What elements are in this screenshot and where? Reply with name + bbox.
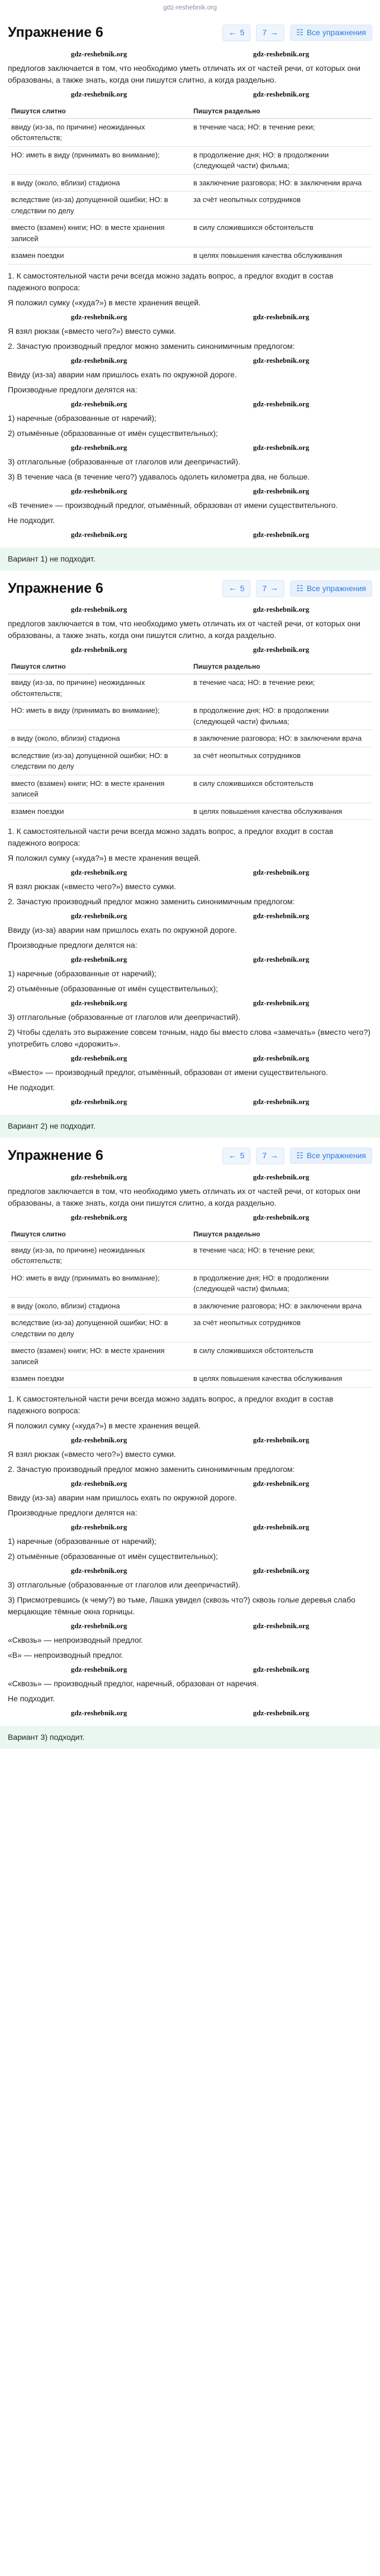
exercise-section <box>0 1138 380 1723</box>
verdict: Вариант 3) подходит. <box>0 1726 380 1749</box>
table-cell: НО: иметь в виду (принимать во внимание); <box>8 146 190 174</box>
all-exercises-button[interactable] <box>290 25 372 41</box>
section-header <box>8 22 372 44</box>
sections-container <box>0 15 380 1749</box>
intro-text: предлогов заключается в том, что необходимо уметь отличать их от частей речи, от которых они образованы, а также знать, когда они пишутся слитно, а когда раздельно. <box>8 63 360 84</box>
explanation-line: 2. Зачастую производный предлог можно заменить синонимичным предлогом: <box>8 341 295 351</box>
table-cell: НО: иметь в виду (принимать во внимание); <box>8 702 190 730</box>
watermark: gdz-reshebnik.org <box>253 1097 310 1106</box>
site-header[interactable]: gdz-reshebnik.org <box>163 3 217 11</box>
watermark-row <box>8 1172 372 1182</box>
watermark: gdz-reshebnik.org <box>70 1097 127 1106</box>
table-row <box>8 191 372 219</box>
table-header-separate: Пишутся раздельно <box>190 659 372 674</box>
watermark: gdz-reshebnik.org <box>253 645 310 654</box>
watermark: gdz-reshebnik.org <box>70 1054 127 1063</box>
explanation-line: 3) отглагольные (образованные от глаголов или деепричастий). <box>8 1013 240 1021</box>
watermark: gdz-reshebnik.org <box>253 912 310 920</box>
table-cell: вместо (взамен) книги; НО: в месте хранения записей <box>8 775 190 803</box>
explanation-line: Я положил сумку («куда?») в месте хранения вещей. <box>8 298 201 307</box>
prev-exercise-button[interactable] <box>222 580 251 597</box>
table-header-together: Пишутся слитно <box>8 1227 190 1242</box>
exercise-nav <box>222 25 372 42</box>
exercise-nav <box>222 580 372 597</box>
table-row <box>8 1269 372 1297</box>
explanation-line: 2. Зачастую производный предлог можно заменить синонимичным предлогом: <box>8 1464 295 1474</box>
watermark: gdz-reshebnik.org <box>70 868 127 877</box>
table-cell: ввиду (из-за, по причине) неожиданных обстоятельств; <box>8 118 190 146</box>
table-row <box>8 674 372 702</box>
table-cell: взамен поездки <box>8 1370 190 1388</box>
watermark: gdz-reshebnik.org <box>70 912 127 920</box>
arrow-right-icon: → <box>270 583 279 593</box>
table-cell: в целях повышения качества обслуживания <box>190 247 372 265</box>
table-cell: в виду (около, вблизи) стадиона <box>8 730 190 747</box>
watermark: gdz-reshebnik.org <box>253 312 310 321</box>
watermark: gdz-reshebnik.org <box>253 89 310 98</box>
watermark: gdz-reshebnik.org <box>253 1621 310 1630</box>
explanation-line: Я взял рюкзак («вместо чего?») вместо сумки. <box>8 882 176 891</box>
all-exercises-label: Все упражнения <box>306 1151 366 1160</box>
watermark: gdz-reshebnik.org <box>253 1054 310 1063</box>
watermark: gdz-reshebnik.org <box>70 89 127 98</box>
next-exercise-number: 7 <box>262 583 267 593</box>
page-title: Упражнение 6 <box>8 25 103 40</box>
table-row <box>8 174 372 191</box>
table-cell: в силу сложившихся обстоятельств <box>190 1342 372 1370</box>
prev-exercise-number: 5 <box>240 583 245 593</box>
spelling-table <box>8 104 372 265</box>
table-cell: в целях повышения качества обслуживания <box>190 803 372 820</box>
table-cell: в течение часа; НО: в течение реки; <box>190 118 372 146</box>
table-cell: взамен поездки <box>8 247 190 265</box>
watermark: gdz-reshebnik.org <box>70 486 127 495</box>
table-cell: в силу сложившихся обстоятельств <box>190 219 372 247</box>
watermark: gdz-reshebnik.org <box>253 399 310 408</box>
table-header-separate: Пишутся раздельно <box>190 104 372 119</box>
watermark-row <box>8 1708 372 1718</box>
watermark: gdz-reshebnik.org <box>70 955 127 964</box>
explanation-line: 3) отглагольные (образованные от глаголов или деепричастий). <box>8 1580 240 1589</box>
watermark: gdz-reshebnik.org <box>253 1664 310 1673</box>
arrow-left-icon: ← <box>228 27 237 37</box>
watermark-row <box>8 1212 372 1222</box>
next-exercise-number: 7 <box>262 28 267 37</box>
watermark: gdz-reshebnik.org <box>253 1435 310 1444</box>
table-row <box>8 1297 372 1315</box>
watermark: gdz-reshebnik.org <box>70 1212 127 1221</box>
watermark: gdz-reshebnik.org <box>70 530 127 539</box>
watermark-row <box>8 954 372 965</box>
explanation-line: 1) наречные (образованные от наречий); <box>8 413 156 423</box>
watermark-row <box>8 1435 372 1445</box>
watermark-row <box>8 998 372 1008</box>
table-header-together: Пишутся слитно <box>8 659 190 674</box>
watermark-row <box>8 49 372 59</box>
prev-exercise-number: 5 <box>240 1151 245 1160</box>
all-exercises-button[interactable] <box>290 1148 372 1164</box>
explanation-line: Не подходит. <box>8 1694 55 1703</box>
explanation-line: Не подходит. <box>8 515 55 525</box>
table-row <box>8 730 372 747</box>
grid-icon: ☷ <box>296 583 303 593</box>
table-header-separate: Пишутся раздельно <box>190 1227 372 1242</box>
watermark: gdz-reshebnik.org <box>253 356 310 364</box>
explanation-line: Ввиду (из-за) аварии нам пришлось ехать по окружной дороге. <box>8 1493 237 1502</box>
watermark-row <box>8 645 372 655</box>
table-row <box>8 702 372 730</box>
page-title: Упражнение 6 <box>8 1148 103 1163</box>
explanation-line: 1. К самостоятельной части речи всегда можно задать вопрос, а предлог входит в состав падежного вопроса: <box>8 271 334 292</box>
watermark: gdz-reshebnik.org <box>70 1566 127 1575</box>
explanation-line: «В» — непроизводный предлог. <box>8 1650 124 1659</box>
spelling-table <box>8 1227 372 1388</box>
watermark: gdz-reshebnik.org <box>70 1522 127 1531</box>
exercise-section <box>0 15 380 544</box>
all-exercises-label: Все упражнения <box>306 583 366 593</box>
watermark: gdz-reshebnik.org <box>253 486 310 495</box>
explanation-line: «Вместо» — производный предлог, отымённый, образован от имени существительного. <box>8 1068 328 1077</box>
table-cell: вследствие (из-за) допущенной ошибки; НО: в следствии по делу <box>8 191 190 219</box>
watermark: gdz-reshebnik.org <box>253 1566 310 1575</box>
watermark-row <box>8 89 372 99</box>
next-exercise-number: 7 <box>262 1151 267 1160</box>
all-exercises-button[interactable] <box>290 581 372 597</box>
watermark-row <box>8 1097 372 1107</box>
table-row <box>8 247 372 265</box>
grid-icon: ☷ <box>296 1151 303 1160</box>
watermark: gdz-reshebnik.org <box>253 868 310 877</box>
watermark-row <box>8 1053 372 1063</box>
watermark: gdz-reshebnik.org <box>253 1172 310 1181</box>
exercise-section <box>0 570 380 1112</box>
explanation-line: 2) отымённые (образованные от имён существительных); <box>8 428 218 438</box>
table-cell: в заключение разговора; НО: в заключении врача <box>190 174 372 191</box>
next-exercise-button[interactable] <box>256 25 284 42</box>
intro-text: предлогов заключается в том, что необходимо уметь отличать их от частей речи, от которых они образованы, а также знать, когда они пишутся слитно, а когда раздельно. <box>8 619 360 640</box>
watermark: gdz-reshebnik.org <box>70 1435 127 1444</box>
next-exercise-button[interactable] <box>256 1148 284 1165</box>
watermark: gdz-reshebnik.org <box>70 399 127 408</box>
watermark: gdz-reshebnik.org <box>253 605 310 614</box>
watermark: gdz-reshebnik.org <box>70 999 127 1008</box>
all-exercises-label: Все упражнения <box>306 28 366 37</box>
table-cell: в заключение разговора; НО: в заключении врача <box>190 1297 372 1315</box>
table-row <box>8 747 372 775</box>
watermark: gdz-reshebnik.org <box>70 356 127 364</box>
watermark: gdz-reshebnik.org <box>70 1479 127 1488</box>
table-cell: в течение часа; НО: в течение реки; <box>190 1241 372 1269</box>
explanation-line: 3) Присмотревшись (к чему?) во тьме, Лашка увидел (сквозь что?) сквозь голые деревья слабо мерцающие тёмные окна горницы. <box>8 1595 355 1616</box>
watermark-row <box>8 1479 372 1489</box>
section-header <box>8 578 372 599</box>
table-header-together: Пишутся слитно <box>8 104 190 119</box>
explanation-line: «Сквозь» — непроизводный предлог. <box>8 1635 143 1644</box>
table-cell: в силу сложившихся обстоятельств <box>190 775 372 803</box>
watermark: gdz-reshebnik.org <box>70 1621 127 1630</box>
explanation-line: «В течение» — производный предлог, отымённый, образован от имени существительного. <box>8 500 338 510</box>
explanation-line: 3) отглагольные (образованные от глаголов или деепричастий). <box>8 457 240 466</box>
prev-exercise-button[interactable] <box>222 1148 251 1165</box>
watermark: gdz-reshebnik.org <box>253 955 310 964</box>
explanation-line: 2) отымённые (образованные от имён существительных); <box>8 1551 218 1561</box>
table-cell: вместо (взамен) книги; НО: в месте хранения записей <box>8 219 190 247</box>
verdict: Вариант 2) не подходит. <box>0 1115 380 1138</box>
watermark: gdz-reshebnik.org <box>70 49 127 58</box>
watermark: gdz-reshebnik.org <box>70 605 127 614</box>
table-cell: вследствие (из-за) допущенной ошибки; НО: в следствии по делу <box>8 747 190 775</box>
watermark: gdz-reshebnik.org <box>253 49 310 58</box>
spelling-table <box>8 659 372 820</box>
table-cell: в продолжение дня; НО: в продолжении (следующей части) фильма; <box>190 146 372 174</box>
grid-icon: ☷ <box>296 28 303 37</box>
watermark-row <box>8 1522 372 1532</box>
watermark-row <box>8 443 372 453</box>
prev-exercise-number: 5 <box>240 28 245 37</box>
explanation-line: 3) В течение часа (в течение чего?) удавалось одолеть километра два, не больше. <box>8 472 310 481</box>
table-row <box>8 146 372 174</box>
arrow-left-icon: ← <box>228 1150 237 1160</box>
explanation-line: Я взял рюкзак («вместо чего?») вместо сумки. <box>8 326 176 335</box>
table-cell: в течение часа; НО: в течение реки; <box>190 674 372 702</box>
explanation-line: Не подходит. <box>8 1083 55 1092</box>
table-cell: за счёт неопытных сотрудников <box>190 747 372 775</box>
watermark-row <box>8 1664 372 1675</box>
explanation-line: 2. Зачастую производный предлог можно заменить синонимичным предлогом: <box>8 897 295 906</box>
table-cell: в заключение разговора; НО: в заключении врача <box>190 730 372 747</box>
watermark: gdz-reshebnik.org <box>253 530 310 539</box>
exercise-nav <box>222 1148 372 1165</box>
table-row <box>8 1315 372 1342</box>
table-row <box>8 1342 372 1370</box>
intro-text: предлогов заключается в том, что необходимо уметь отличать их от частей речи, от которых они образованы, а также знать, когда они пишутся слитно, а когда раздельно. <box>8 1186 360 1207</box>
watermark-row <box>8 530 372 540</box>
table-cell: в продолжение дня; НО: в продолжении (следующей части) фильма; <box>190 702 372 730</box>
explanation-line: Я положил сумку («куда?») в месте хранения вещей. <box>8 853 201 862</box>
watermark-row <box>8 867 372 877</box>
watermark-row <box>8 911 372 921</box>
table-cell: ввиду (из-за, по причине) неожиданных обстоятельств; <box>8 1241 190 1269</box>
table-cell: в виду (около, вблизи) стадиона <box>8 174 190 191</box>
explanation-line: 1) наречные (образованные от наречий); <box>8 1536 156 1546</box>
explanation-line: Я взял рюкзак («вместо чего?») вместо сумки. <box>8 1449 176 1459</box>
explanation-line: 1. К самостоятельной части речи всегда можно задать вопрос, а предлог входит в состав падежного вопроса: <box>8 1394 334 1415</box>
page-title: Упражнение 6 <box>8 580 103 596</box>
table-cell: в продолжение дня; НО: в продолжении (следующей части) фильма; <box>190 1269 372 1297</box>
table-cell: взамен поездки <box>8 803 190 820</box>
watermark: gdz-reshebnik.org <box>253 1522 310 1531</box>
arrow-right-icon: → <box>270 27 279 37</box>
explanation-line: 1. К самостоятельной части речи всегда можно задать вопрос, а предлог входит в состав падежного вопроса: <box>8 827 334 847</box>
watermark: gdz-reshebnik.org <box>253 1479 310 1488</box>
verdict: Вариант 1) не подходит. <box>0 548 380 570</box>
explanation-line: Производные предлоги делятся на: <box>8 941 137 949</box>
table-row <box>8 803 372 820</box>
watermark: gdz-reshebnik.org <box>253 999 310 1008</box>
watermark: gdz-reshebnik.org <box>70 1172 127 1181</box>
arrow-right-icon: → <box>270 1150 279 1160</box>
table-row <box>8 1241 372 1269</box>
next-exercise-button[interactable] <box>256 580 284 597</box>
explanation-line: 2) отымённые (образованные от имён существительных); <box>8 984 218 993</box>
watermark-row <box>8 312 372 322</box>
watermark-row <box>8 356 372 366</box>
watermark: gdz-reshebnik.org <box>70 645 127 654</box>
table-cell: за счёт неопытных сотрудников <box>190 1315 372 1342</box>
section-header <box>8 1145 372 1167</box>
table-row <box>8 1370 372 1388</box>
arrow-left-icon: ← <box>228 583 237 593</box>
watermark: gdz-reshebnik.org <box>70 312 127 321</box>
watermark-row <box>8 399 372 409</box>
watermark-row <box>8 605 372 615</box>
watermark: gdz-reshebnik.org <box>253 1708 310 1717</box>
table-cell: вследствие (из-за) допущенной ошибки; НО: в следствии по делу <box>8 1315 190 1342</box>
watermark: gdz-reshebnik.org <box>70 1708 127 1717</box>
prev-exercise-button[interactable] <box>222 25 251 42</box>
table-cell: за счёт неопытных сотрудников <box>190 191 372 219</box>
explanation-line: Ввиду (из-за) аварии нам пришлось ехать по окружной дороге. <box>8 370 237 379</box>
watermark: gdz-reshebnik.org <box>70 443 127 452</box>
table-row <box>8 219 372 247</box>
watermark-row <box>8 1566 372 1576</box>
explanation-line: Производные предлоги делятся на: <box>8 1508 137 1517</box>
explanation-line: Я положил сумку («куда?») в месте хранения вещей. <box>8 1421 201 1430</box>
table-cell: в целях повышения качества обслуживания <box>190 1370 372 1388</box>
table-cell: в виду (около, вблизи) стадиона <box>8 1297 190 1315</box>
table-row <box>8 118 372 146</box>
watermark-row <box>8 1621 372 1631</box>
explanation-line: Ввиду (из-за) аварии нам пришлось ехать по окружной дороге. <box>8 925 237 934</box>
watermark-row <box>8 486 372 496</box>
explanation-line: Производные предлоги делятся на: <box>8 385 137 394</box>
table-cell: НО: иметь в виду (принимать во внимание); <box>8 1269 190 1297</box>
explanation-line: «Сквозь» — производный предлог, наречный, образован от наречия. <box>8 1678 259 1688</box>
watermark: gdz-reshebnik.org <box>253 1212 310 1221</box>
explanation-line: 1) наречные (образованные от наречий); <box>8 969 156 978</box>
watermark: gdz-reshebnik.org <box>253 443 310 452</box>
explanation-line: 2) Чтобы сделать это выражение совсем точным, надо бы вместо слова «замечать» (вместо чего?) употребить слово «дорожить». <box>8 1028 370 1048</box>
table-row <box>8 775 372 803</box>
watermark: gdz-reshebnik.org <box>70 1664 127 1673</box>
table-cell: ввиду (из-за, по причине) неожиданных обстоятельств; <box>8 674 190 702</box>
table-cell: вместо (взамен) книги; НО: в месте хранения записей <box>8 1342 190 1370</box>
